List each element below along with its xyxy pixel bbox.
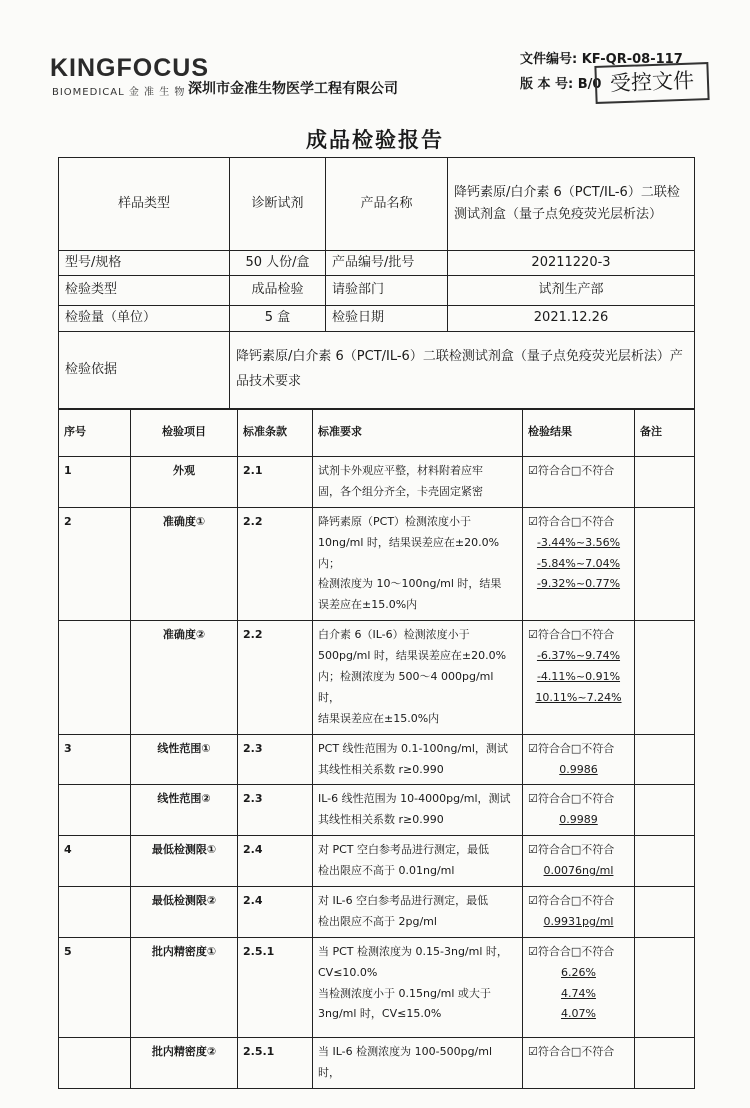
request-dept-value: 试剂生产部 (448, 275, 695, 305)
sample-type-value: 诊断试剂 (230, 158, 326, 251)
row-remarks (635, 507, 695, 620)
inspection-date-label: 检验日期 (326, 305, 448, 331)
table-row (59, 836, 695, 887)
table-row (59, 457, 695, 508)
row-clause: 2.3 (238, 785, 313, 836)
batch-label: 产品编号/批号 (326, 251, 448, 276)
row-number: 4 (59, 836, 131, 887)
row-requirement (313, 887, 523, 938)
row-number (59, 887, 131, 938)
result-value: 0.9986 (559, 762, 598, 776)
requirement-line: 试剂卡外观应平整，材料附着应牢 (318, 464, 483, 477)
row-clause: 2.5.1 (238, 937, 313, 1037)
row-number (59, 621, 131, 734)
row-number (59, 785, 131, 836)
quantity-label: 检验量（单位） (59, 305, 230, 331)
basis-value: 降钙素原/白介素 6（PCT/IL-6）二联检测试剂盒（量子点免疫荧光层析法）产品技术要求 (230, 331, 695, 409)
result-value: -4.11%~0.91% (536, 670, 621, 684)
row-item: 批内精密度② (131, 1037, 238, 1088)
requirement-line: 检出限应不高于 0.01ng/ml (318, 864, 455, 878)
row-requirement (313, 621, 523, 734)
row-clause: 2.2 (238, 621, 313, 734)
row-remarks (635, 887, 695, 938)
result-value: 4.74% (561, 986, 596, 1000)
inspection-date-value: 2021.12.26 (448, 305, 695, 331)
requirement-line: 白介素 6（IL-6）检测浓度小于 (318, 628, 470, 642)
conclusion-checkbox: ☑符合合□不符合 (528, 464, 615, 477)
version-number: 版 本 号: B/0 (520, 77, 602, 92)
row-number: 2 (59, 507, 131, 620)
col-header-clause: 标准条款 (238, 409, 313, 457)
row-item: 线性范围① (131, 734, 238, 785)
row-requirement (313, 836, 523, 887)
row-number (59, 1037, 131, 1088)
conclusion-checkbox: ☑符合合□不符合 (528, 944, 615, 958)
product-name-value: 降钙素原/白介素 6（PCT/IL-6）二联检测试剂盒（量子点免疫荧光层析法） (448, 158, 695, 251)
row-clause: 2.4 (238, 887, 313, 938)
conclusion-checkbox: ☑符合合□不符合 (528, 741, 615, 755)
company-name: 深圳市金准生物医学工程有限公司 (188, 81, 398, 97)
requirement-line: 3ng/ml 时，CV≤15.0% (318, 1007, 442, 1021)
conclusion-checkbox: ☑符合合□不符合 (528, 628, 615, 642)
row-requirement (313, 1037, 523, 1088)
result-value: 4.07% (561, 1007, 596, 1021)
col-header-result: 检验结果 (523, 409, 635, 457)
requirement-line: 检测浓度为 10～100ng/ml 时，结果 (318, 577, 502, 591)
model-label: 型号/规格 (59, 251, 230, 276)
row-requirement (313, 734, 523, 785)
row-requirement (313, 937, 523, 1037)
row-item: 最低检测限① (131, 836, 238, 887)
requirement-line: CV≤10.0% (318, 965, 378, 979)
row-result (523, 887, 635, 938)
requirement-line: 误差应在±15.0%内 (318, 598, 418, 612)
row-clause: 2.2 (238, 507, 313, 620)
conclusion-checkbox: ☑符合合□不符合 (528, 1044, 615, 1058)
document-number: 文件编号: KF-QR-08-117 (520, 52, 683, 67)
table-row (59, 937, 695, 1037)
requirement-line: 当检测浓度小于 0.15ng/ml 或大于 (318, 986, 491, 1000)
requirement-line: IL-6 线性范围为 10-4000pg/ml，测试 (318, 792, 511, 806)
row-result (523, 1037, 635, 1088)
requirement-line: 结果误差应在±15.0%内 (318, 711, 440, 725)
result-value: 10.11%~7.24% (535, 690, 622, 704)
row-result (523, 621, 635, 734)
result-value: -5.84%~7.04% (536, 556, 621, 570)
logo-subtitle: BIOMEDICAL 金 准 生 物 (52, 87, 186, 98)
row-result (523, 937, 635, 1037)
inspection-type-label: 检验类型 (59, 275, 230, 305)
inspection-type-value: 成品检验 (230, 275, 326, 305)
requirement-line: 当 IL-6 检测浓度为 100-500pg/ml 时， (318, 1044, 493, 1079)
batch-value: 20211220-3 (448, 251, 695, 276)
row-result (523, 734, 635, 785)
row-requirement (313, 457, 523, 508)
result-value: -9.32%~0.77% (536, 577, 621, 591)
requirement-line: 其线性相关系数 r≥0.990 (318, 813, 444, 827)
result-value: 0.0076ng/ml (543, 864, 614, 878)
row-result (523, 507, 635, 620)
row-result (523, 836, 635, 887)
result-value: -6.37%~9.74% (536, 649, 621, 663)
report-info-table (58, 157, 695, 410)
report-title: 成品检验报告 (306, 128, 444, 152)
requirement-line: 其线性相关系数 r≥0.990 (318, 762, 444, 776)
row-remarks (635, 1037, 695, 1088)
row-result (523, 457, 635, 508)
table-row (59, 507, 695, 620)
basis-label: 检验依据 (59, 331, 230, 409)
requirement-line: 对 IL-6 空白参考品进行测定，最低 (318, 894, 489, 908)
controlled-document-stamp: 受控文件 (594, 62, 709, 104)
row-remarks (635, 785, 695, 836)
row-item: 线性范围② (131, 785, 238, 836)
row-number: 1 (59, 457, 131, 508)
row-remarks (635, 836, 695, 887)
col-header-requirement: 标准要求 (313, 409, 523, 457)
requirement-line: 检出限应不高于 2pg/ml (318, 914, 437, 928)
row-number: 3 (59, 734, 131, 785)
model-value: 50 人份/盒 (230, 251, 326, 276)
row-item: 准确度① (131, 507, 238, 620)
row-remarks (635, 621, 695, 734)
result-value: -3.44%~3.56% (536, 535, 621, 549)
col-header-remarks: 备注 (635, 409, 695, 457)
requirement-line: 固，各个组分齐全，卡壳固定紧密 (318, 484, 483, 498)
request-dept-label: 请验部门 (326, 275, 448, 305)
conclusion-checkbox: ☑符合合□不符合 (528, 843, 615, 857)
requirement-line: 内；检测浓度为 500～4 000pg/ml 时， (318, 670, 494, 704)
quantity-value: 5 盒 (230, 305, 326, 331)
row-remarks (635, 937, 695, 1037)
requirement-line: 当 PCT 检测浓度为 0.15-3ng/ml 时， (318, 944, 508, 958)
row-remarks (635, 457, 695, 508)
row-item: 批内精密度① (131, 937, 238, 1037)
conclusion-checkbox: ☑符合合□不符合 (528, 894, 615, 908)
inspection-items-table (58, 408, 695, 1089)
row-result (523, 785, 635, 836)
col-header-item: 检验项目 (131, 409, 238, 457)
table-row (59, 734, 695, 785)
product-name-label: 产品名称 (326, 158, 448, 251)
row-item: 外观 (131, 457, 238, 508)
table-row (59, 621, 695, 734)
requirement-line: 降钙素原（PCT）检测浓度小于 (318, 514, 472, 528)
conclusion-checkbox: ☑符合合□不符合 (528, 792, 615, 806)
table-row (59, 1037, 695, 1088)
requirement-line: PCT 线性范围为 0.1-100ng/ml，测试 (318, 741, 508, 755)
row-requirement (313, 507, 523, 620)
requirement-line: 对 PCT 空白参考品进行测定，最低 (318, 843, 490, 857)
row-clause: 2.1 (238, 457, 313, 508)
row-remarks (635, 734, 695, 785)
table-row (59, 785, 695, 836)
row-item: 最低检测限② (131, 887, 238, 938)
result-value: 6.26% (561, 965, 596, 979)
row-clause: 2.4 (238, 836, 313, 887)
row-item: 准确度② (131, 621, 238, 734)
conclusion-checkbox: ☑符合合□不符合 (528, 514, 615, 528)
row-clause: 2.3 (238, 734, 313, 785)
requirement-line: 10ng/ml 时，结果误差应在±20.0%内； (318, 535, 500, 570)
company-logo: KINGFOCUS (50, 54, 209, 82)
table-row (59, 887, 695, 938)
col-header-no: 序号 (59, 409, 131, 457)
row-requirement (313, 785, 523, 836)
result-value: 0.9931pg/ml (543, 914, 614, 928)
row-clause: 2.5.1 (238, 1037, 313, 1088)
sample-type-label: 样品类型 (59, 158, 230, 251)
row-number: 5 (59, 937, 131, 1037)
result-value: 0.9989 (559, 813, 598, 827)
requirement-line: 500pg/ml 时，结果误差应在±20.0% (318, 649, 507, 663)
